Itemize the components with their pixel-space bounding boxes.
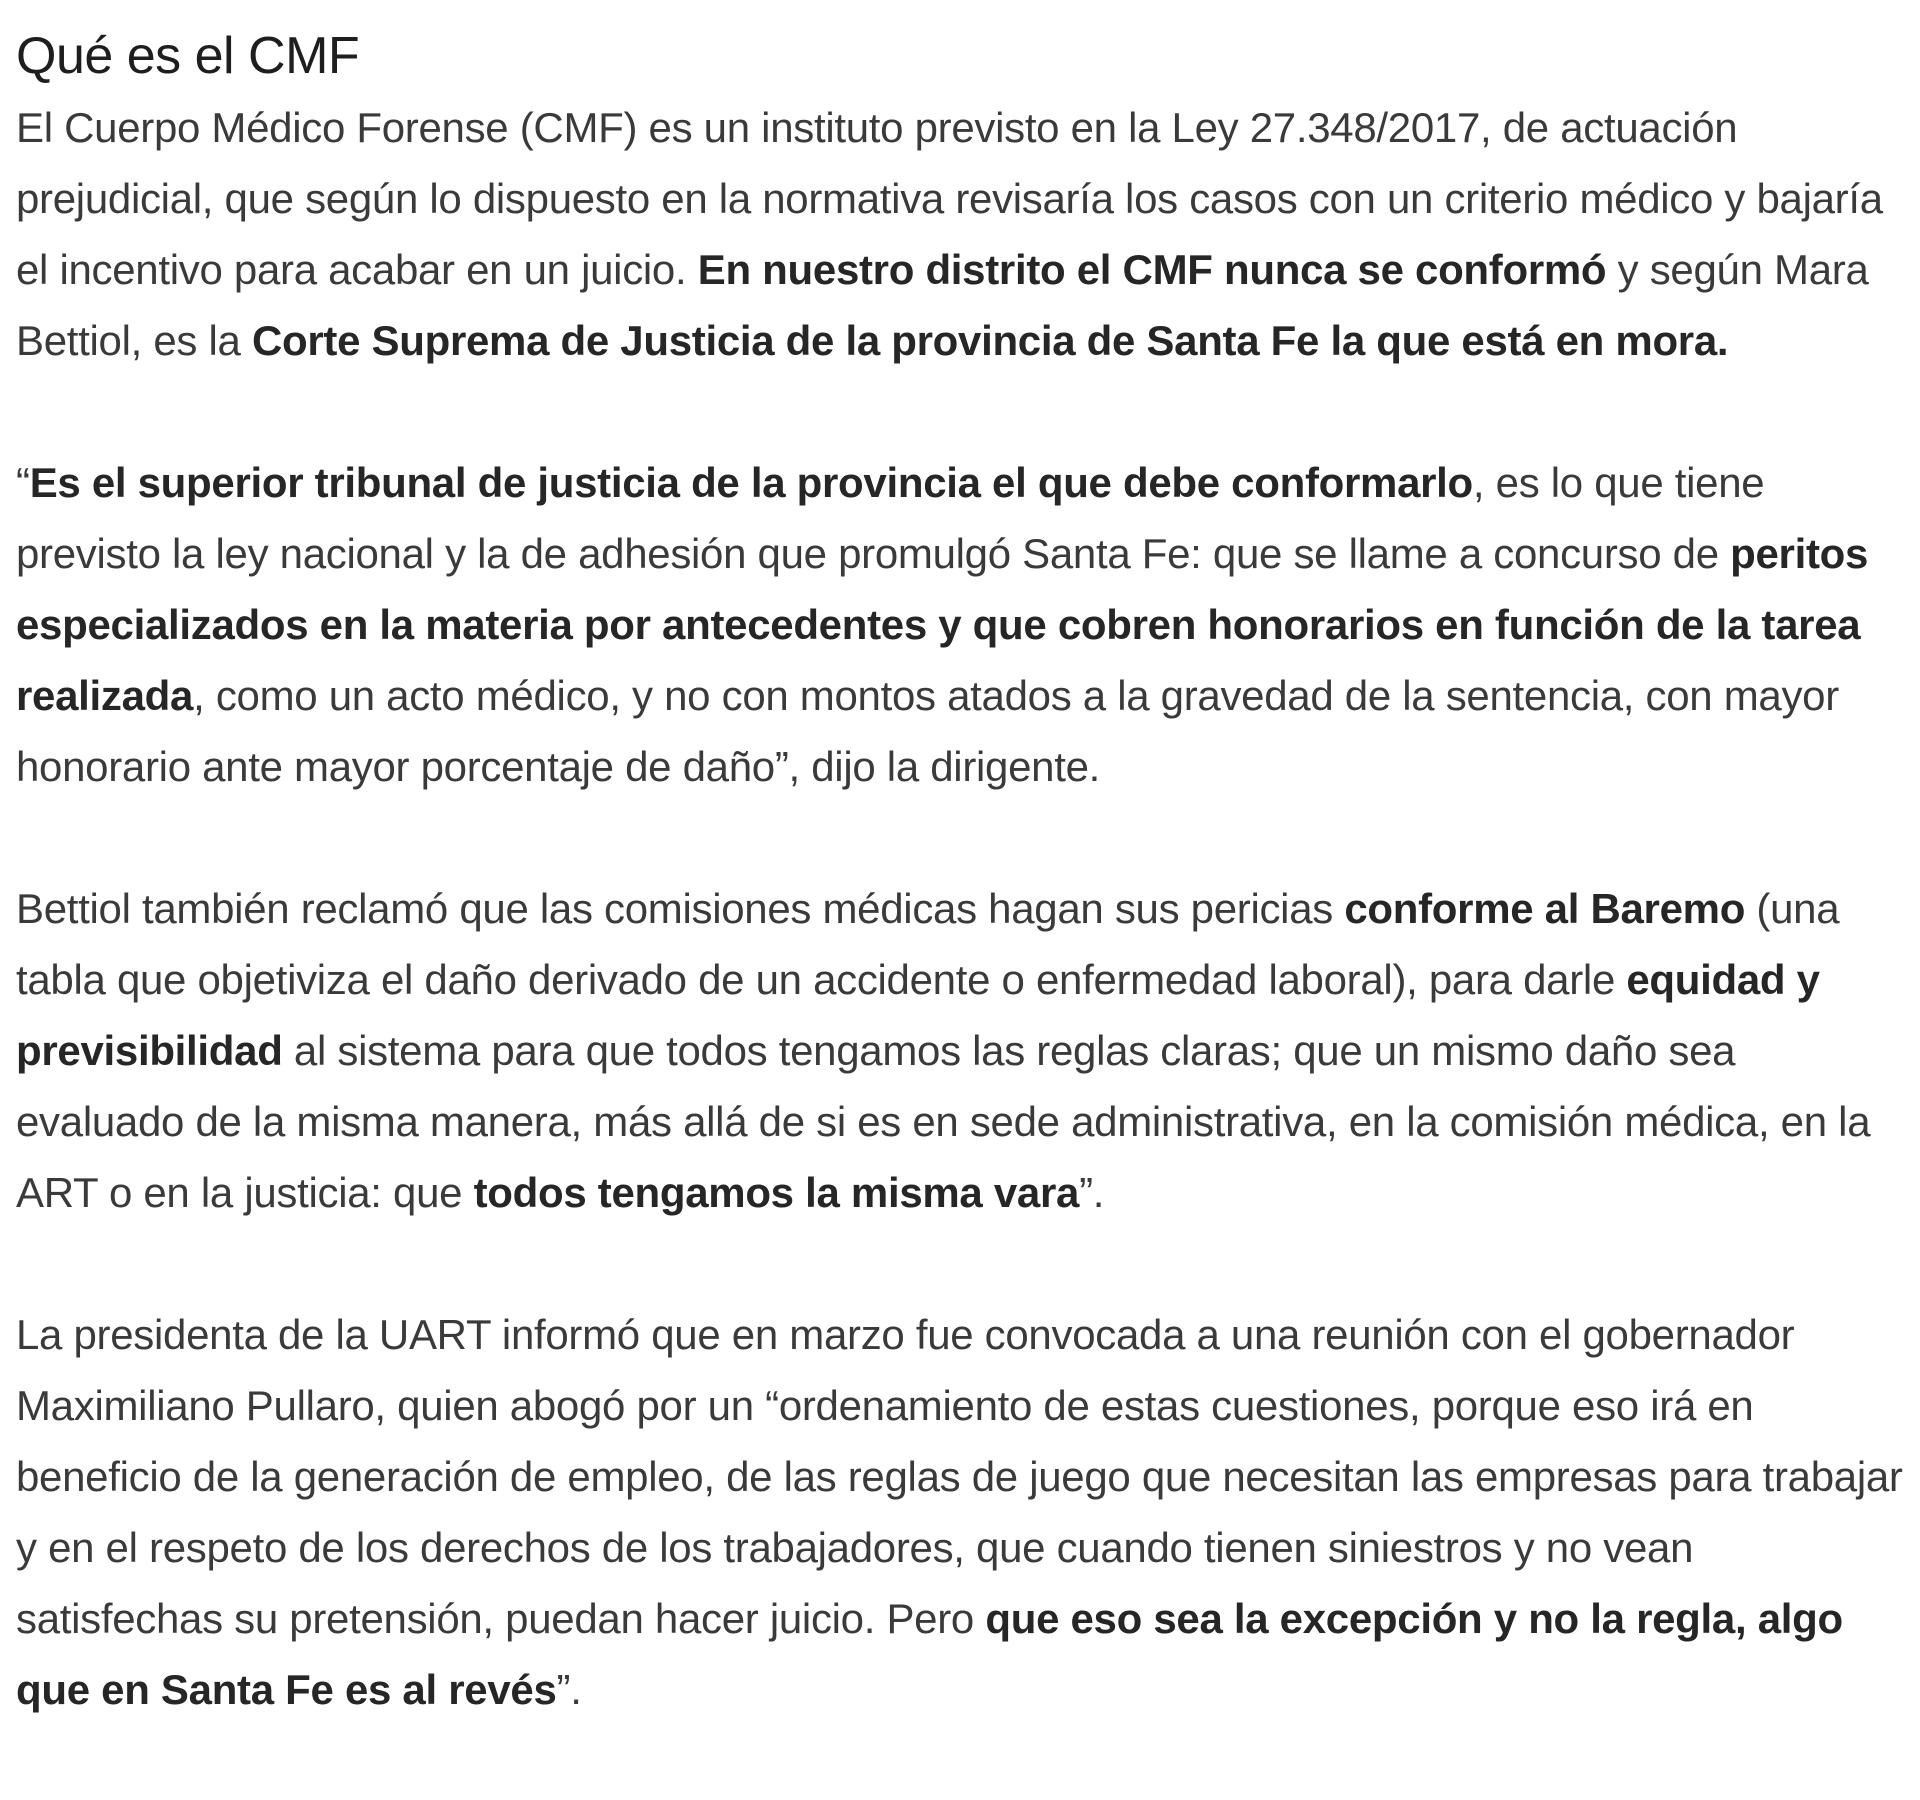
body-text: ”.: [1079, 1169, 1105, 1216]
article-heading: Qué es el CMF: [16, 27, 360, 85]
body-text: , es lo que tiene previsto la ley nacional y la de adhesión que promulgó Santa Fe: que se llame a concurso de: [16, 459, 1765, 577]
bold-text: Corte Suprema de Justicia de la provincia de Santa Fe la que está en mora.: [251, 317, 1729, 364]
article-paragraph: [16, 1299, 1904, 1725]
bold-text: todos tengamos la misma vara: [473, 1169, 1080, 1216]
body-text: “: [16, 459, 30, 506]
body-text: ”.: [556, 1666, 582, 1713]
bold-text: En nuestro distrito el CMF nunca se conformó: [697, 246, 1607, 293]
bold-text: equidad y previsibilidad: [16, 956, 1820, 1074]
article-paragraph: [16, 92, 1904, 376]
body-text: Bettiol también reclamó que las comisiones médicas hagan sus pericias: [16, 885, 1345, 932]
article-body: [16, 92, 1904, 1725]
body-text: y según Mara Bettiol, es la: [16, 246, 1869, 364]
bold-text: Es el superior tribunal de justicia de la provincia el que debe conformarlo: [29, 459, 1473, 506]
article-paragraph: [16, 447, 1904, 802]
body-text: al sistema para que todos tengamos las reglas claras; que un mismo daño sea evaluado de la misma manera, más allá de si es en sede administrativa, en la comisión médica, en la ART o en la justicia: que: [16, 1027, 1871, 1216]
bold-text: peritos especializados en la materia por antecedentes y que cobren honorarios en función de la tarea realizada: [16, 530, 1869, 719]
article-paragraph: [16, 873, 1904, 1228]
body-text: (una tabla que objetiviza el daño derivado de un accidente o enfermedad laboral), para darle: [16, 885, 1840, 1003]
bold-text: que eso sea la excepción y no la regla, algo que en Santa Fe es al revés: [16, 1595, 1843, 1713]
body-text: El Cuerpo Médico Forense (CMF) es un instituto previsto en la Ley 27.348/2017, de actuación prejudicial, que según lo dispuesto en la normativa revisaría los casos con un criterio médico y bajaría el incentivo para acabar en un juicio.: [16, 104, 1883, 293]
body-text: La presidenta de la UART informó que en marzo fue convocada a una reunión con el gobernador Maximiliano Pullaro, quien abogó por un “ordenamiento de estas cuestiones, porque eso irá en beneficio de la generación de empleo, de las reglas de juego que necesitan las empresas para trabajar y en el respeto de los derechos de los trabajadores, que cuando tienen siniestros y no vean satisfechas su pretensión, puedan hacer juicio. Pero: [16, 1311, 1903, 1642]
bold-text: conforme al Baremo: [1344, 885, 1746, 932]
body-text: , como un acto médico, y no con montos atados a la gravedad de la sentencia, con mayor honorario ante mayor porcentaje de daño”, dijo la dirigente.: [16, 672, 1839, 790]
